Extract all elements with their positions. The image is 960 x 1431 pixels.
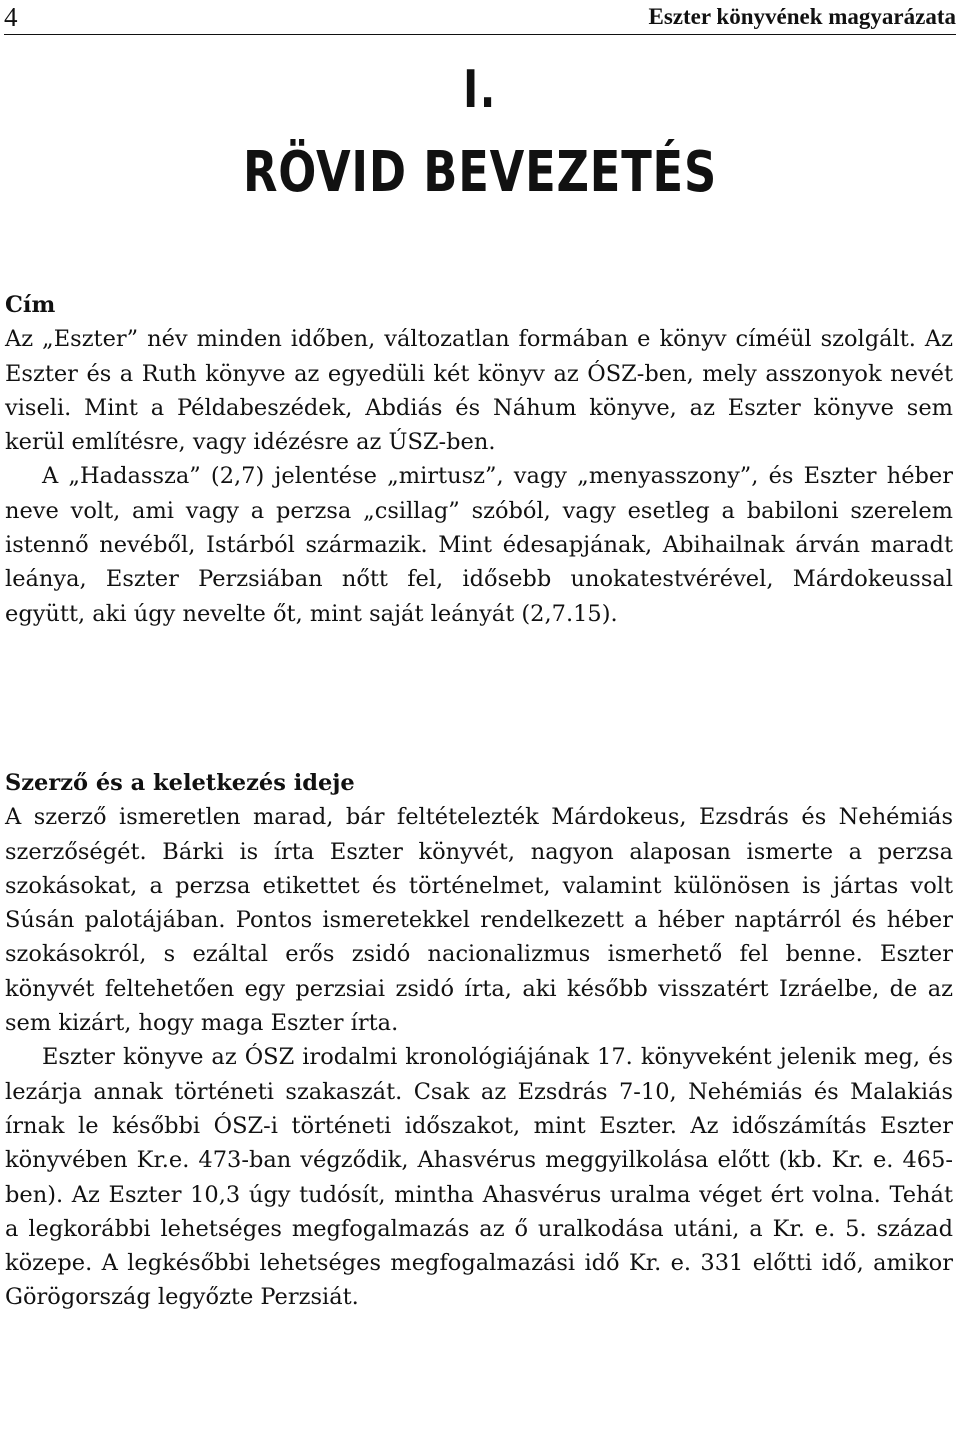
paragraph: Az „Eszter” név minden időben, változatlan formában e könyv címéül szolgált. Az Eszter és a Ruth könyve az egyedüli két könyv az ÓSZ-ben, mely asszonyok nevét viseli. Mint a Példabeszédek, Abdiás és Náhum könyve, az Eszter könyve sem kerül említésre, vagy idézésre az ÚSZ-ben. [5, 326, 953, 456]
chapter-number: I. [463, 60, 497, 120]
paragraph: A szerző ismeretlen marad, bár feltételezték Márdokeus, Ezsdrás és Nehémiás szerzőségét. Bárki is írta Eszter könyvét, nagyon alaposan ismerte a perzsa szokásokat, a perzsa etikettet és történelmet, valamint különösen is jártas volt Súsán palotájában. Pontos ismeretekkel rendelkezett a héber naptárról és héber szokásokról, s ezáltal erős zsidó nacionalizmus ismerhető fel benne. Eszter könyvét feltehetően egy perzsiai zsidó írta, aki később visszatért Izráelbe, de az sem kizárt, hogy maga Eszter írta. [5, 804, 953, 1037]
paragraph: A „Hadassza” (2,7) jelentése „mirtusz”, vagy „menyasszony”, és Eszter héber neve volt, ami vagy a perzsa „csillag” szóból, vagy esetleg a babiloni szerelem istennő nevéből, Istárból származik. Mint édesapjának, Abihailnak árván maradt leánya, Eszter Perzsiában nőtt fel, idősebb unokatestvérével, Márdokeussal együtt, aki úgy nevelte őt, mint saját leányát (2,7.15). [5, 463, 953, 627]
section-heading: Szerző és a keletkezés ideje [5, 770, 355, 796]
running-book-title: Eszter könyvének magyarázata [648, 4, 956, 29]
section-title-info [5, 288, 953, 631]
page-number: 4 [4, 2, 18, 32]
running-header [4, 0, 956, 35]
paragraph: Eszter könyve az ÓSZ irodalmi kronológiájának 17. könyveként jelenik meg, és lezárja annak történeti szakaszát. Csak az Ezsdrás 7-10, Nehémiás és Malakiás írnak le későbbi ÓSZ-i történeti időszakot, mint Eszter. Az időszámítás Eszter könyvében Kr.e. 473-ban végződik, Ahasvérus meggyilkolása előtt (kb. Kr. e. 465-ben). Az Eszter 10,3 úgy tudósít, mintha Ahasvérus uralma véget ért volna. Tehát a legkorábbi lehetséges megfogalmazás az ő uralkodása utáni, a Kr. e. 5. század közepe. A legkésőbbi lehetséges megfogalmazási idő Kr. e. 331 előtti idő, amikor Görögország legyőzte Perzsiát. [5, 1044, 953, 1311]
chapter-title: RÖVID BEVEZETÉS [242, 140, 718, 205]
section-heading: Cím [5, 292, 56, 318]
section-author-date [5, 766, 953, 1315]
